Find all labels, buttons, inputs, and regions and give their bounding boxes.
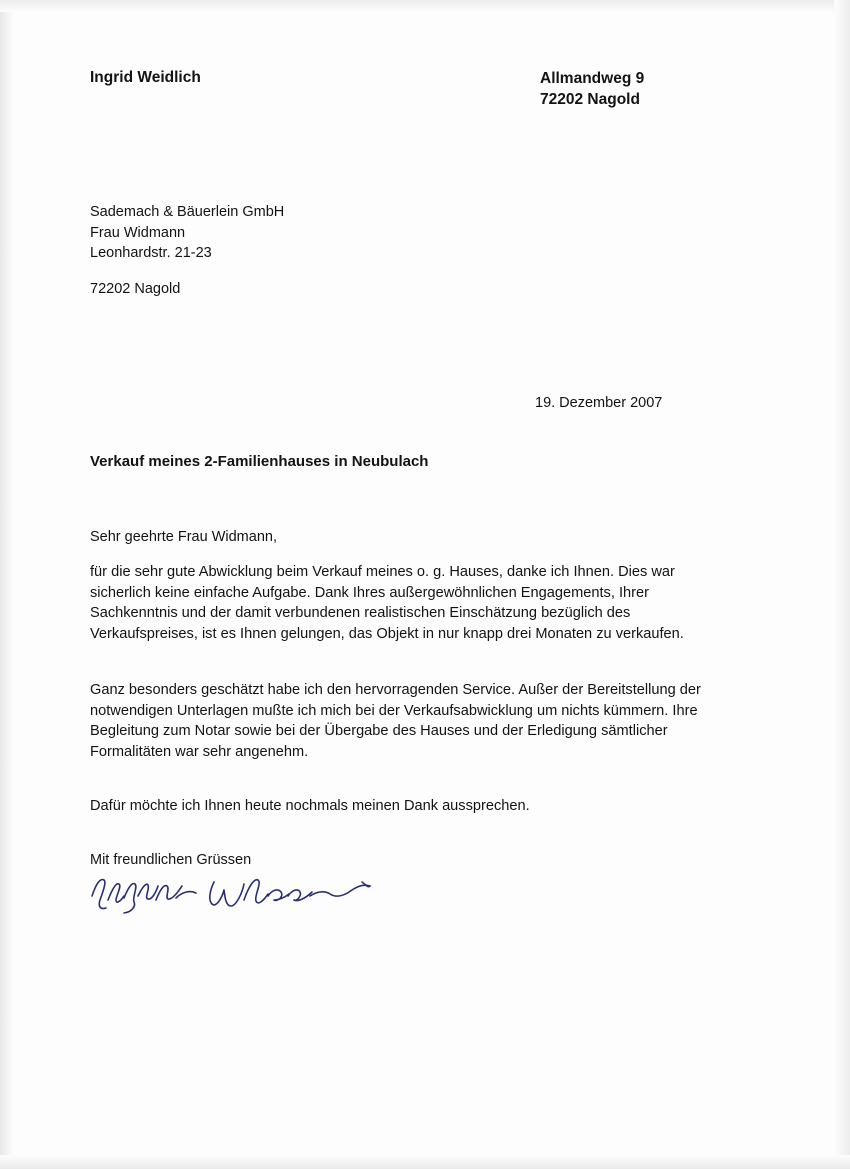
sender-city: 72202 Nagold [540, 91, 640, 109]
handwritten-signature [86, 866, 376, 916]
recipient-attention: Frau Widmann [90, 224, 186, 241]
closing-line: Mit freundlichen Grüssen [90, 852, 252, 868]
body-paragraph: für die sehr gute Abwicklung beim Verkauf meines o. g. Hauses, danke ich Ihnen. Dies war sicherlich keine einfache Aufgabe. Dank Ihres außergewöhnlichen Engagements, Ihrer Sachkenntnis und der damit verbundenen realistischen Einschätzung bezüglich des Verkaufspreises, ist es Ihnen gelungen, das Objekt in nur knapp drei Monaten zu verkaufen. [90, 564, 684, 643]
sender-address [540, 68, 644, 110]
sender-name: Ingrid Weidlich [90, 69, 201, 86]
recipient-address-block [90, 202, 284, 264]
salutation: Sehr geehrte Frau Widmann, [90, 529, 277, 545]
recipient-street: Leonhardstr. 21-23 [90, 245, 212, 262]
body-paragraph: Dafür möchte ich Ihnen heute nochmals meinen Dank aussprechen. [90, 798, 530, 814]
letter-date: 19. Dezember 2007 [535, 395, 663, 411]
recipient-company: Sademach & Bäuerlein GmbH [90, 204, 285, 220]
recipient-city: 72202 Nagold [90, 281, 181, 297]
sender-street: Allmandweg 9 [540, 70, 645, 87]
body-paragraph: Ganz besonders geschätzt habe ich den hervorragenden Service. Außer der Bereitstellung der notwendigen Unterlagen mußte ich mich bei der Verkaufsabwicklung um nichts kümmern. Ihre Begleitung zum Notar sowie bei der Übergabe des Hauses und der Erledigung sämtlicher Formalitäten war sehr angenehm. [90, 682, 701, 761]
subject-line: Verkauf meines 2-Familienhauses in Neubulach [90, 453, 429, 470]
